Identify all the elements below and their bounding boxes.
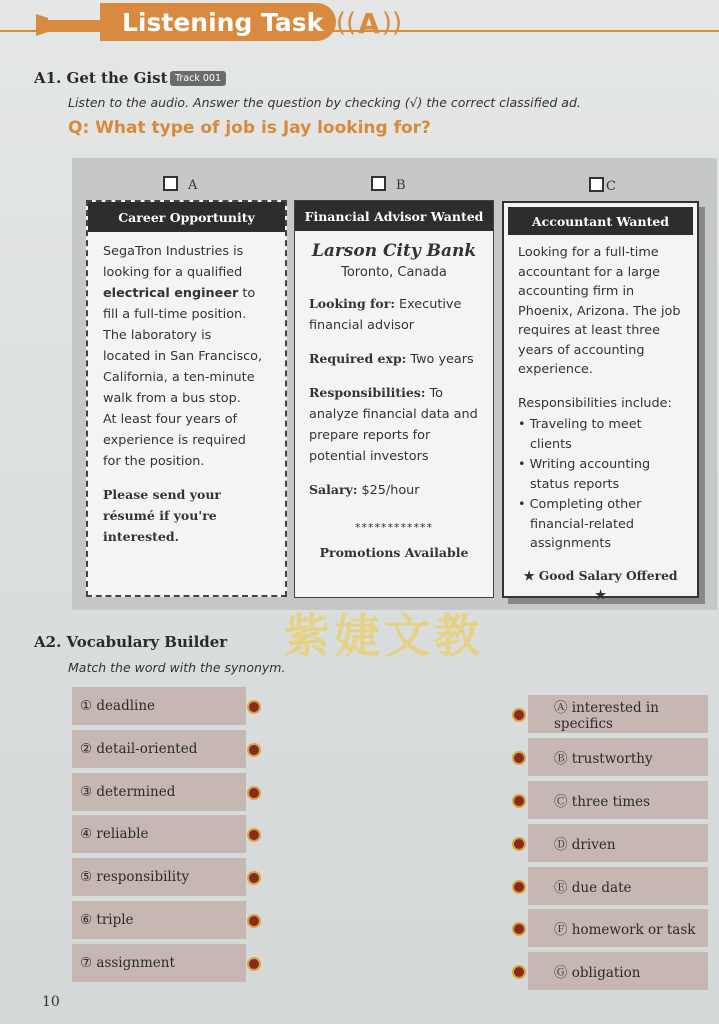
sound-wave-right-icon: )) [381,8,403,38]
synonym-item: Ⓕ homework or task [528,909,708,947]
a2-instruction: Match the word with the synonym. [68,660,286,675]
list-item: • Writing accounting status reports [530,455,683,494]
match-dot-right[interactable] [512,922,526,936]
word-item: ④ reliable [72,815,246,853]
list-item: • Completing other financial-related assignments [530,495,683,554]
match-dot-left[interactable] [247,914,261,928]
match-dot-right[interactable] [512,708,526,722]
watermark: 紫婕文教 [284,609,484,663]
word-item: ② detail-oriented [72,730,246,768]
option-b[interactable]: B [371,176,406,193]
a1-heading: A1. Get the Gist [34,69,168,87]
track-badge[interactable]: Track 001 [170,71,226,86]
ad-financial-advisor: Financial Advisor Wanted Larson City Bank Toronto, Canada Looking for: Executive financial advisor Required exp: Two years Responsibilities: To analyze financial data and prepare reports for potential investors Salary: $25/hour ************ Promotions Available [294,200,494,598]
horn-icon [34,8,104,42]
checkbox-a[interactable] [163,176,178,191]
ad-a-header: Career Opportunity [88,202,285,232]
a1-instruction: Listen to the audio. Answer the question by checking (√) the correct classified ad. [68,95,581,110]
synonym-item: Ⓓ driven [528,824,708,862]
checkbox-c[interactable] [589,177,604,192]
ad-b-header: Financial Advisor Wanted [295,201,493,231]
synonym-item: Ⓔ due date [528,867,708,905]
synonym-item: Ⓒ three times [528,781,708,819]
section-banner [100,3,336,41]
match-dot-left[interactable] [247,700,261,714]
option-a[interactable]: A [163,176,197,193]
match-dot-left[interactable] [247,828,261,842]
match-dot-right[interactable] [512,751,526,765]
word-item: ⑤ responsibility [72,858,246,896]
match-dot-left[interactable] [247,957,261,971]
synonym-item: Ⓐ interested in specifics [528,695,708,733]
word-item: ③ determined [72,773,246,811]
ad-accountant: Accountant Wanted Looking for a full-time accountant for a large accounting firm in Phoenix, Arizona. The job requires at least three years of accounting experience. Responsibilities include: • Traveling to meet clients • Writing accounting status reports • Completing other financial-related assignments ★ Good Salary Offered ★ [502,201,699,598]
bank-name: Larson City Bank [311,241,477,261]
option-c[interactable]: C [589,177,616,194]
list-item: • Traveling to meet clients [530,415,683,454]
a1-question: Q: What type of job is Jay looking for? [68,118,431,138]
a2-heading: A2. Vocabulary Builder [34,633,228,651]
synonym-item: Ⓑ trustworthy [528,738,708,776]
match-dot-right[interactable] [512,880,526,894]
star-divider: ************ [355,521,433,534]
page-number: 10 [42,994,60,1010]
match-dot-left[interactable] [247,871,261,885]
part-badge [335,5,403,41]
match-dot-right[interactable] [512,794,526,808]
checkbox-b[interactable] [371,176,386,191]
match-dot-left[interactable] [247,743,261,757]
ad-c-header: Accountant Wanted [508,207,693,235]
part-letter: A [358,6,380,40]
word-item: ① deadline [72,687,246,725]
word-item: ⑦ assignment [72,944,246,982]
match-dot-right[interactable] [512,965,526,979]
sound-wave-left-icon: (( [335,8,357,38]
match-dot-right[interactable] [512,837,526,851]
ad-career-opportunity: Career Opportunity SegaTron Industries is looking for a qualified electrical engineer to fill a full-time position. The laboratory is located in San Francisco, California, a ten-minute walk from a bus stop. At least four years of experience is required for the position. Please send your résumé if you're interested. [86,200,287,597]
banner-title: Listening Task [122,7,324,37]
responsibilities-list [518,415,683,554]
synonym-item: Ⓖ obligation [528,952,708,990]
match-dot-left[interactable] [247,786,261,800]
word-item: ⑥ triple [72,901,246,939]
